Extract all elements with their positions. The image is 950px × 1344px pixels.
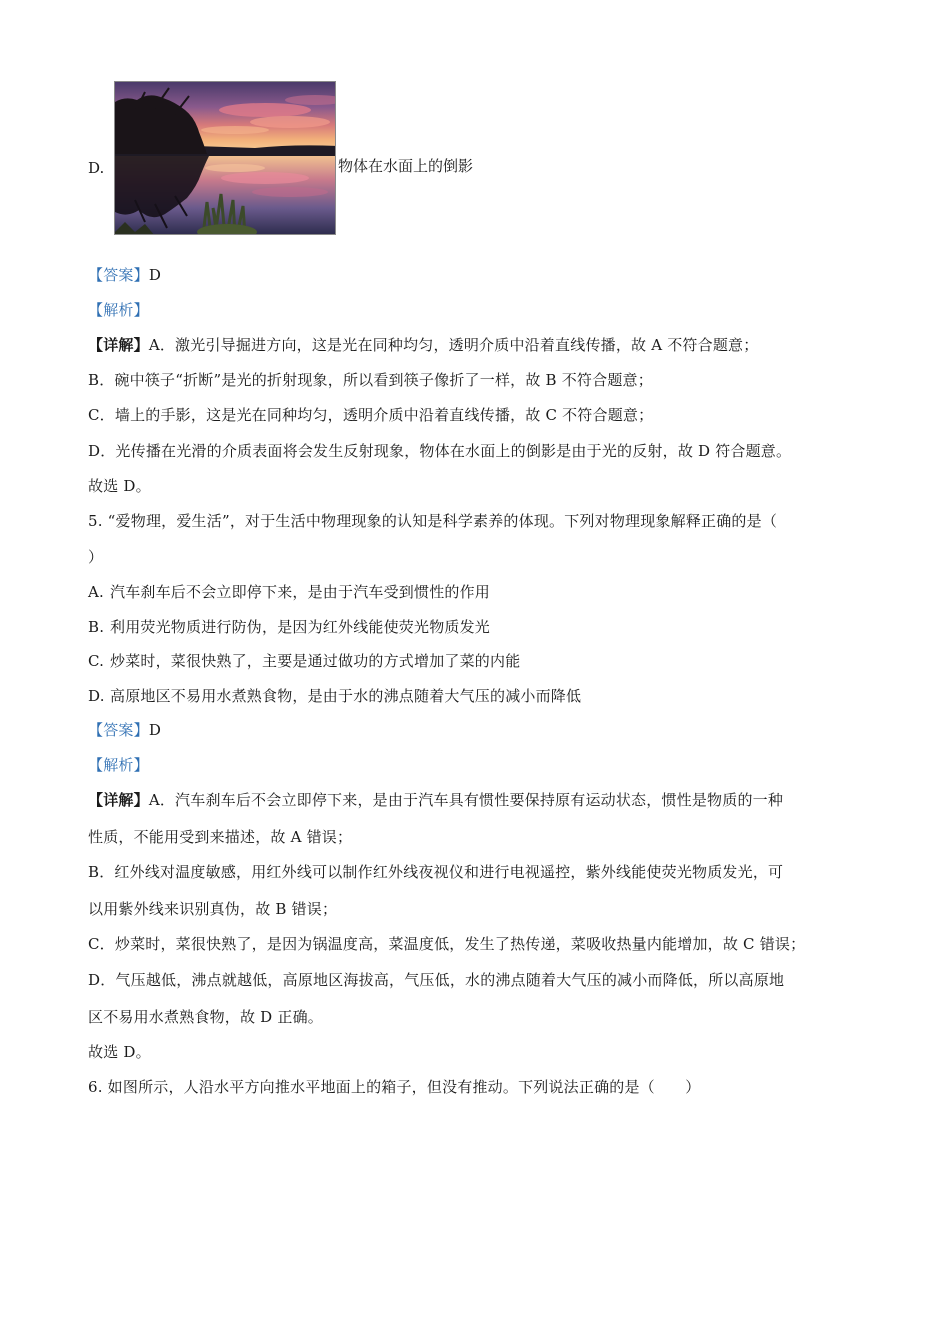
- answer-tag: 【答案】: [88, 721, 149, 739]
- analysis-tag: 【解析】: [88, 756, 149, 774]
- lake-sunset-image: [115, 82, 336, 235]
- q5-option-a: [88, 581, 860, 603]
- option-letter: D.: [88, 687, 105, 705]
- q5-detail-line-3: B．红外线对温度敏感，用红外线可以制作红外线夜视仪和进行电视遥控，紫外线能使荧光物质发光，可: [88, 863, 784, 881]
- q5-detail-line-7: 区不易用水煮熟食物，故 D 正确。: [88, 1008, 323, 1026]
- answer-value: D: [148, 721, 162, 739]
- detail-text: A．汽车刹车后不会立即停下来，是由于汽车具有惯性要保持原有运动状态，惯性是物质的一种: [148, 791, 784, 809]
- q5-detail-line-2: 性质，不能用受到来描述，故 A 错误；: [88, 828, 353, 846]
- q4-option-d-caption: 物体在水面上的倒影: [338, 157, 474, 175]
- q5-stem-line-2: ）: [88, 548, 104, 566]
- analysis-tag: 【解析】: [88, 301, 149, 319]
- q4-analysis-line: [88, 299, 860, 321]
- q5-conclusion: 故选 D。: [88, 1043, 151, 1061]
- q4-detail-line-1: [88, 334, 860, 356]
- q4-conclusion: 故选 D。: [88, 477, 151, 495]
- detail-text: A．激光引导掘进方向，这是光在同种均匀，透明介质中沿着直线传播，故 A 不符合题意；: [148, 336, 759, 354]
- option-letter: C.: [88, 652, 105, 670]
- sunset-lake-reflection-photo: [114, 81, 336, 235]
- q4-detail-line-3: C．墙上的手影，这是光在同种均匀，透明介质中沿着直线传播，故 C 不符合题意；: [88, 406, 654, 424]
- q6-stem: 6. 如图所示，人沿水平方向推水平地面上的箱子，但没有推动。下列说法正确的是（ ）: [88, 1078, 701, 1096]
- q4-detail-line-4: D．光传播在光滑的介质表面将会发生反射现象，物体在水面上的倒影是由于光的反射，故 D 符合题意。: [88, 442, 792, 460]
- q5-analysis-line: [88, 754, 860, 776]
- option-letter: B.: [88, 618, 105, 636]
- q5-option-c: [88, 650, 860, 672]
- detail-tag: 【详解】: [88, 791, 149, 809]
- detail-tag: 【详解】: [88, 336, 149, 354]
- q5-detail-line-4: 以用紫外线来识别真伪，故 B 错误；: [88, 900, 338, 918]
- q4-answer-line: [88, 264, 860, 286]
- option-text: 汽车刹车后不会立即停下来，是由于汽车受到惯性的作用: [110, 583, 491, 601]
- option-text: 利用荧光物质进行防伪，是因为红外线能使荧光物质发光: [110, 618, 491, 636]
- q5-detail-line-1: [88, 789, 860, 811]
- q5-answer-line: [88, 719, 860, 741]
- q4-option-d-letter: D.: [88, 159, 105, 177]
- q5-option-d: [88, 685, 860, 707]
- q5-detail-line-5: C．炒菜时，菜很快熟了，是因为锅温度高，菜温度低，发生了热传递，菜吸收热量内能增加，故 C 错误；: [88, 935, 806, 953]
- q5-option-b: [88, 616, 860, 638]
- q5-stem-line-1: 5. “爱物理，爱生活”，对于生活中物理现象的认知是科学素养的体现。下列对物理现象解释正确的是（: [88, 512, 778, 530]
- option-text: 炒菜时，菜很快熟了，主要是通过做功的方式增加了菜的内能: [110, 652, 521, 670]
- q4-detail-line-2: B．碗中筷子“折断”是光的折射现象，所以看到筷子像折了一样，故 B 不符合题意；: [88, 371, 653, 389]
- option-letter: A.: [88, 583, 105, 601]
- answer-tag: 【答案】: [88, 266, 149, 284]
- answer-value: D: [148, 266, 162, 284]
- q5-detail-line-6: D．气压越低，沸点就越低，高原地区海拔高，气压低，水的沸点随着大气压的减小而降低，所以高原地: [88, 971, 785, 989]
- option-text: 高原地区不易用水煮熟食物，是由于水的沸点随着大气压的减小而降低: [110, 687, 582, 705]
